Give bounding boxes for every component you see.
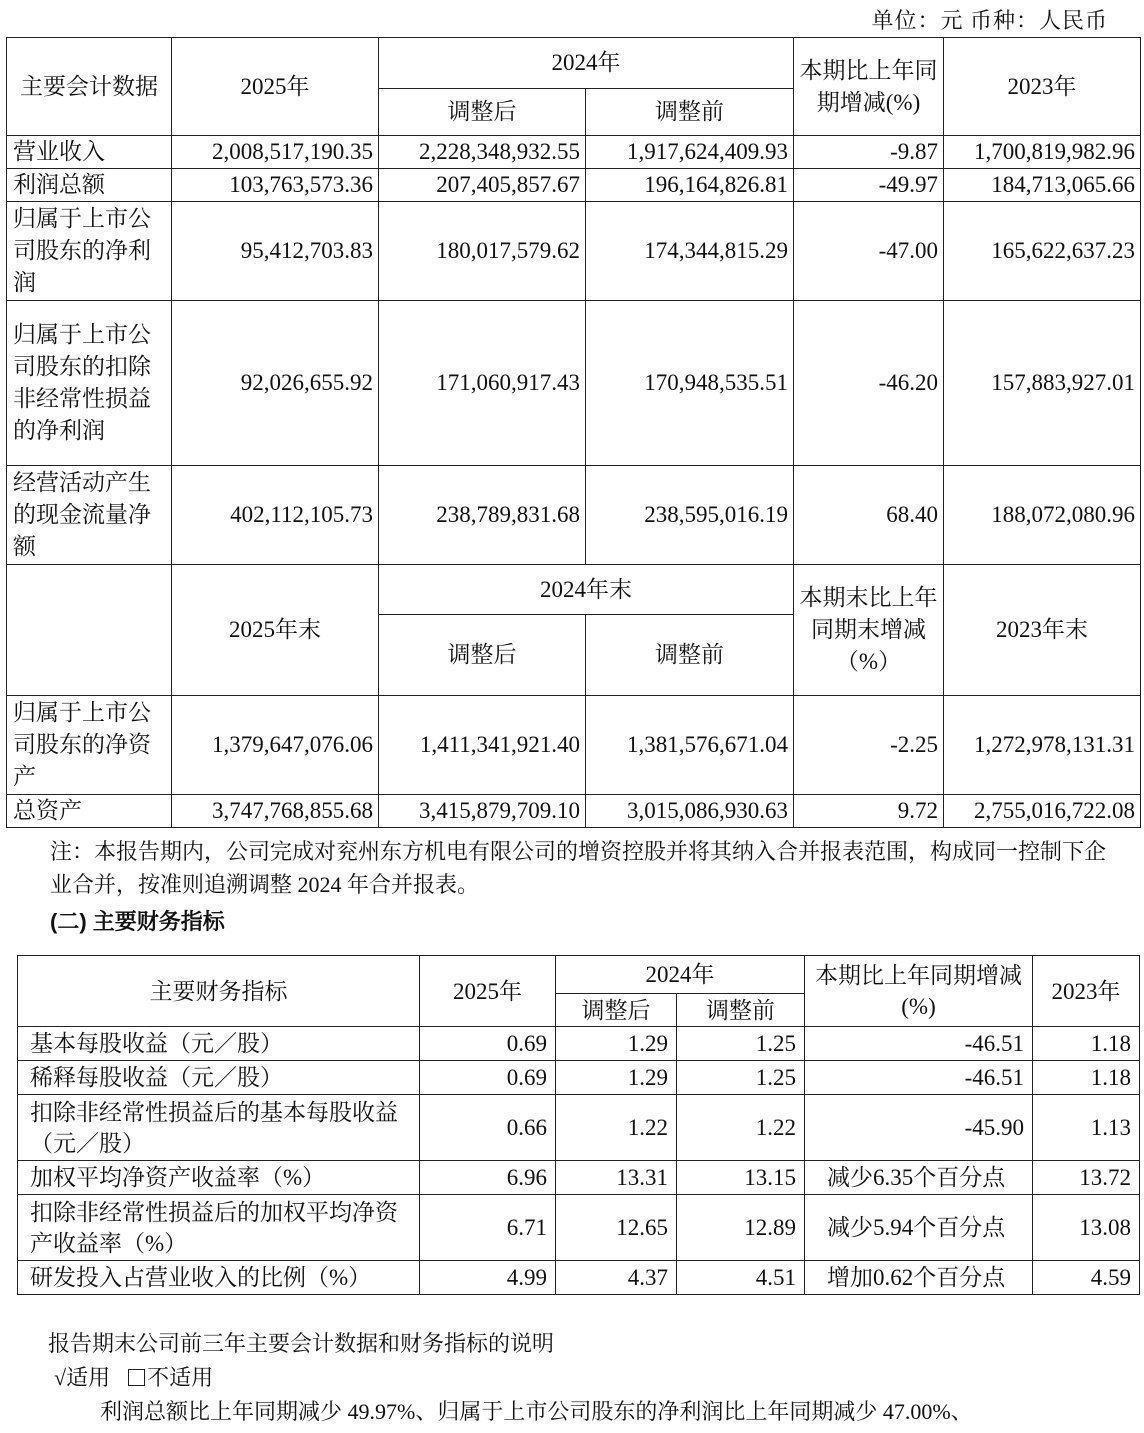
header-adjusted: 调整后 [556, 994, 677, 1027]
value-change: -46.51 [805, 1027, 1033, 1061]
section-title: (二) 主要财务指标 [50, 909, 225, 934]
value-change: -49.97 [794, 169, 944, 202]
value-2024-adjusted: 171,060,917.43 [379, 301, 586, 466]
value-2024-adjusted: 12.65 [556, 1195, 677, 1261]
table-row [18, 1027, 1140, 1061]
value-2024-before: 12.89 [677, 1195, 805, 1261]
row-label: 归属于上市公司股东的扣除非经常性损益的净利润 [7, 301, 172, 466]
value-change: -45.90 [805, 1095, 1033, 1161]
value-2023: 1.18 [1033, 1061, 1140, 1095]
value-2023: 184,713,065.66 [944, 169, 1141, 202]
value-2025: 0.69 [420, 1061, 556, 1095]
table-row [7, 466, 1141, 565]
value-2025: 1,379,647,076.06 [172, 696, 379, 795]
value-change: 68.40 [794, 466, 944, 565]
table-row [7, 301, 1141, 466]
header-2024: 2024年 [379, 38, 794, 89]
value-2023: 165,622,637.23 [944, 202, 1141, 301]
row-label: 基本每股收益（元／股） [18, 1027, 420, 1061]
header2-2024: 2024年末 [379, 565, 794, 615]
table-note: 注：本报告期内，公司完成对兖州东方机电有限公司的增资控股并将其纳入合并报表范围，构成同一控制下企业合并，按准则追溯调整 2024 年合并报表。 [50, 839, 1107, 897]
row-label: 总资产 [7, 795, 172, 828]
table-row [18, 1261, 1140, 1295]
value-2024-adjusted: 4.37 [556, 1261, 677, 1295]
header-2023: 2023年 [1033, 956, 1140, 1027]
value-2024-adjusted: 1.22 [556, 1095, 677, 1161]
value-2024-before: 1.22 [677, 1095, 805, 1161]
value-2024-before: 174,344,815.29 [586, 202, 794, 301]
value-2024-before: 1.25 [677, 1061, 805, 1095]
value-2023: 188,072,080.96 [944, 466, 1141, 565]
value-2024-before: 13.15 [677, 1161, 805, 1195]
value-change: 减少5.94个百分点 [805, 1195, 1033, 1261]
header2-before: 调整前 [586, 615, 794, 696]
value-2024-adjusted: 3,415,879,709.10 [379, 795, 586, 828]
table-row [18, 1061, 1140, 1095]
unit-currency-line: 单位：元 币种：人民币 [871, 8, 1108, 33]
check-mark-icon: √ [54, 1365, 67, 1390]
value-2025: 4.99 [420, 1261, 556, 1295]
header2-2025: 2025年末 [172, 565, 379, 696]
value-2023: 157,883,927.01 [944, 301, 1141, 466]
value-2024-before: 170,948,535.51 [586, 301, 794, 466]
value-2025: 0.66 [420, 1095, 556, 1161]
value-2023: 4.59 [1033, 1261, 1140, 1295]
header-2024: 2024年 [556, 956, 805, 994]
applicable-label: 适用 [66, 1365, 111, 1390]
value-2024-before: 238,595,016.19 [586, 466, 794, 565]
value-change: -46.20 [794, 301, 944, 466]
value-2023: 1,700,819,982.96 [944, 136, 1141, 169]
table-row [7, 696, 1141, 795]
value-2024-adjusted: 238,789,831.68 [379, 466, 586, 565]
header-before: 调整前 [586, 89, 794, 136]
value-2024-adjusted: 1.29 [556, 1061, 677, 1095]
value-change: -9.87 [794, 136, 944, 169]
value-change: 增加0.62个百分点 [805, 1261, 1033, 1295]
header2-empty [7, 565, 172, 696]
value-2024-before: 3,015,086,930.63 [586, 795, 794, 828]
value-2024-adjusted: 1.29 [556, 1027, 677, 1061]
not-applicable-label: 不适用 [147, 1365, 214, 1390]
header-2023: 2023年 [944, 38, 1141, 136]
value-2024-adjusted: 2,228,348,932.55 [379, 136, 586, 169]
table-row [18, 1095, 1140, 1161]
value-2024-before: 4.51 [677, 1261, 805, 1295]
table-row [7, 169, 1141, 202]
value-2024-before: 1,381,576,671.04 [586, 696, 794, 795]
header2-adjusted: 调整后 [379, 615, 586, 696]
value-change: -2.25 [794, 696, 944, 795]
row-label: 加权平均净资产收益率（%） [18, 1161, 420, 1195]
table-row [7, 202, 1141, 301]
row-label: 稀释每股收益（元／股） [18, 1061, 420, 1095]
value-2024-adjusted: 13.31 [556, 1161, 677, 1195]
header-adjusted: 调整后 [379, 89, 586, 136]
value-2023: 2,755,016,722.08 [944, 795, 1141, 828]
value-2024-before: 196,164,826.81 [586, 169, 794, 202]
value-change: -47.00 [794, 202, 944, 301]
value-2024-before: 1.25 [677, 1027, 805, 1061]
value-change: 减少6.35个百分点 [805, 1161, 1033, 1195]
value-2025: 2,008,517,190.35 [172, 136, 379, 169]
row-label: 扣除非经常性损益后的加权平均净资产收益率（%） [18, 1195, 420, 1261]
row-label: 利润总额 [7, 169, 172, 202]
row-label: 经营活动产生的现金流量净额 [7, 466, 172, 565]
table1-header2-row-1 [7, 565, 1141, 615]
row-label: 扣除非经常性损益后的基本每股收益（元／股） [18, 1095, 420, 1161]
table-row [7, 136, 1141, 169]
header-2025: 2025年 [420, 956, 556, 1027]
table2-header-row-1 [18, 956, 1140, 994]
checkbox-icon [128, 1369, 145, 1386]
value-2023: 13.72 [1033, 1161, 1140, 1195]
value-2025: 6.71 [420, 1195, 556, 1261]
value-2025: 95,412,703.83 [172, 202, 379, 301]
explanation-text: 利润总额比上年同期减少 49.97%、归属于上市公司股东的净利润比上年同期减少 47.00%、 [100, 1399, 973, 1424]
row-label: 研发投入占营业收入的比例（%） [18, 1261, 420, 1295]
header2-change: 本期末比上年同期末增减（%） [794, 565, 944, 696]
header-item: 主要财务指标 [18, 956, 420, 1027]
header2-2023: 2023年末 [944, 565, 1141, 696]
row-label: 归属于上市公司股东的净资产 [7, 696, 172, 795]
value-2023: 1.13 [1033, 1095, 1140, 1161]
value-2024-adjusted: 1,411,341,921.40 [379, 696, 586, 795]
header-change: 本期比上年同期增减(%) [794, 38, 944, 136]
value-2024-adjusted: 180,017,579.62 [379, 202, 586, 301]
table-row [18, 1195, 1140, 1261]
explanation-title: 报告期末公司前三年主要会计数据和财务指标的说明 [48, 1331, 555, 1356]
value-2025: 3,747,768,855.68 [172, 795, 379, 828]
value-2023: 1,272,978,131.31 [944, 696, 1141, 795]
value-2024-adjusted: 207,405,857.67 [379, 169, 586, 202]
value-2025: 92,026,655.92 [172, 301, 379, 466]
header-item: 主要会计数据 [7, 38, 172, 136]
main-accounting-data-table [6, 37, 1141, 828]
header-before: 调整前 [677, 994, 805, 1027]
row-label: 营业收入 [7, 136, 172, 169]
value-change: -46.51 [805, 1061, 1033, 1095]
applicability-line [54, 1362, 213, 1393]
value-2025: 6.96 [420, 1161, 556, 1195]
table1-header-row-1 [7, 38, 1141, 89]
value-change: 9.72 [794, 795, 944, 828]
header-change: 本期比上年同期增减(%) [805, 956, 1033, 1027]
main-financial-indicators-table [17, 955, 1140, 1295]
value-2023: 1.18 [1033, 1027, 1140, 1061]
value-2025: 103,763,573.36 [172, 169, 379, 202]
row-label: 归属于上市公司股东的净利润 [7, 202, 172, 301]
table-row [7, 795, 1141, 828]
value-2025: 402,112,105.73 [172, 466, 379, 565]
value-2024-before: 1,917,624,409.93 [586, 136, 794, 169]
header-2025: 2025年 [172, 38, 379, 136]
value-2025: 0.69 [420, 1027, 556, 1061]
value-2023: 13.08 [1033, 1195, 1140, 1261]
table-row [18, 1161, 1140, 1195]
